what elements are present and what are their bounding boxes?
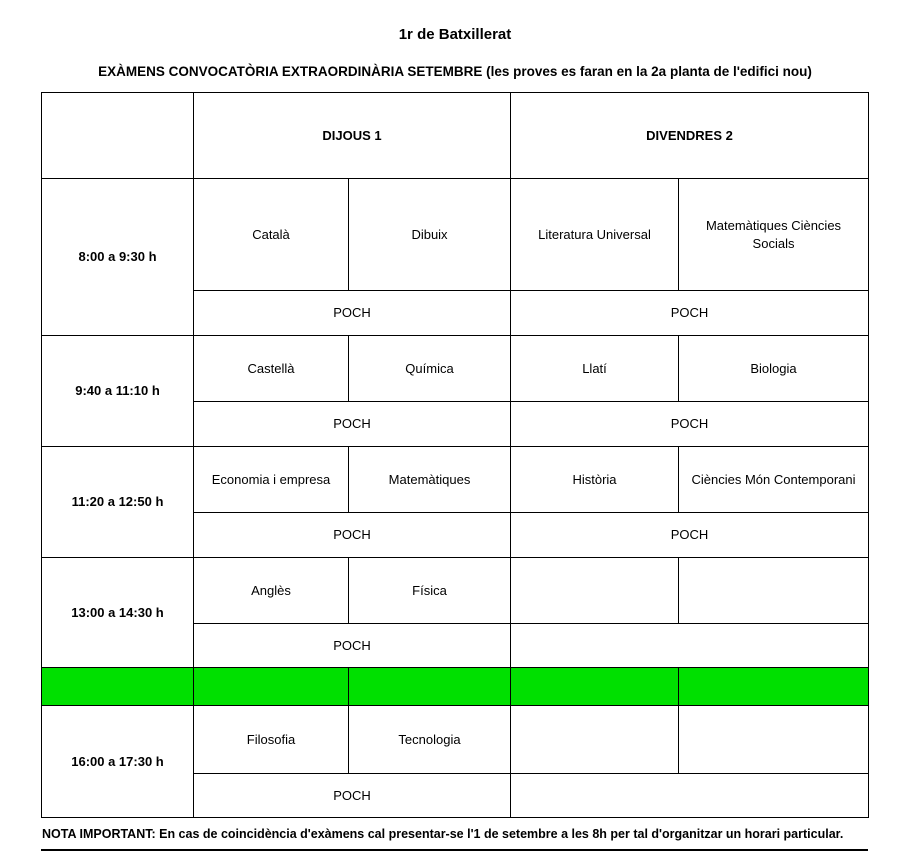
subject-cell: Economia i empresa [194,447,349,513]
break-cell [349,668,511,706]
subject-cell: Llatí [511,336,679,402]
important-note: NOTA IMPORTANT: En cas de coincidència d'exàmens cal presentar-se l'1 de setembre a les 8h per tal d'organitzar un horari particular. [41,827,868,851]
time-cell: 8:00 a 9:30 h [42,179,194,336]
subject-cell: Biologia [679,336,869,402]
break-cell [679,668,869,706]
time-cell: 9:40 a 11:10 h [42,336,194,447]
subject-cell: Anglès [194,558,349,624]
subject-row [42,706,869,774]
subject-cell: Castellà [194,336,349,402]
day-header-dijous: DIJOUS 1 [194,93,511,179]
subject-cell: Física [349,558,511,624]
page-title: 1r de Batxillerat [398,26,512,43]
room-cell: POCH [194,402,511,447]
time-cell: 16:00 a 17:30 h [42,706,194,818]
subject-cell: Català [194,179,349,291]
break-cell [42,668,194,706]
page-subtitle: EXÀMENS CONVOCATÒRIA EXTRAORDINÀRIA SETEMBRE (les proves es faran en la 2a planta de l'edifici nou) [98,64,812,79]
subject-cell: Dibuix [349,179,511,291]
room-cell: POCH [511,291,869,336]
subject-cell [679,558,869,624]
day-header-divendres: DIVENDRES 2 [511,93,869,179]
break-row [42,668,869,706]
subject-row [42,558,869,624]
break-cell [194,668,349,706]
room-cell: POCH [511,402,869,447]
time-cell: 13:00 a 14:30 h [42,558,194,668]
subject-cell: Filosofia [194,706,349,774]
subject-cell [511,706,679,774]
exam-schedule-table [41,92,869,818]
room-cell: POCH [194,624,511,668]
room-cell [511,774,869,818]
subject-cell: Química [349,336,511,402]
subject-cell: Literatura Universal [511,179,679,291]
corner-cell [42,93,194,179]
subject-cell: Tecnologia [349,706,511,774]
subject-cell: Història [511,447,679,513]
subject-cell: Matemàtiques Ciències Socials [679,179,869,291]
room-cell: POCH [194,774,511,818]
header-row [42,93,869,179]
time-cell: 11:20 a 12:50 h [42,447,194,558]
room-cell: POCH [511,513,869,558]
break-cell [511,668,679,706]
room-cell: POCH [194,291,511,336]
subject-cell [679,706,869,774]
subject-row [42,447,869,513]
subject-row [42,336,869,402]
subject-row [42,179,869,291]
room-cell [511,624,869,668]
room-cell: POCH [194,513,511,558]
subject-cell: Ciències Món Contemporani [679,447,869,513]
subject-cell [511,558,679,624]
subject-cell: Matemàtiques [349,447,511,513]
